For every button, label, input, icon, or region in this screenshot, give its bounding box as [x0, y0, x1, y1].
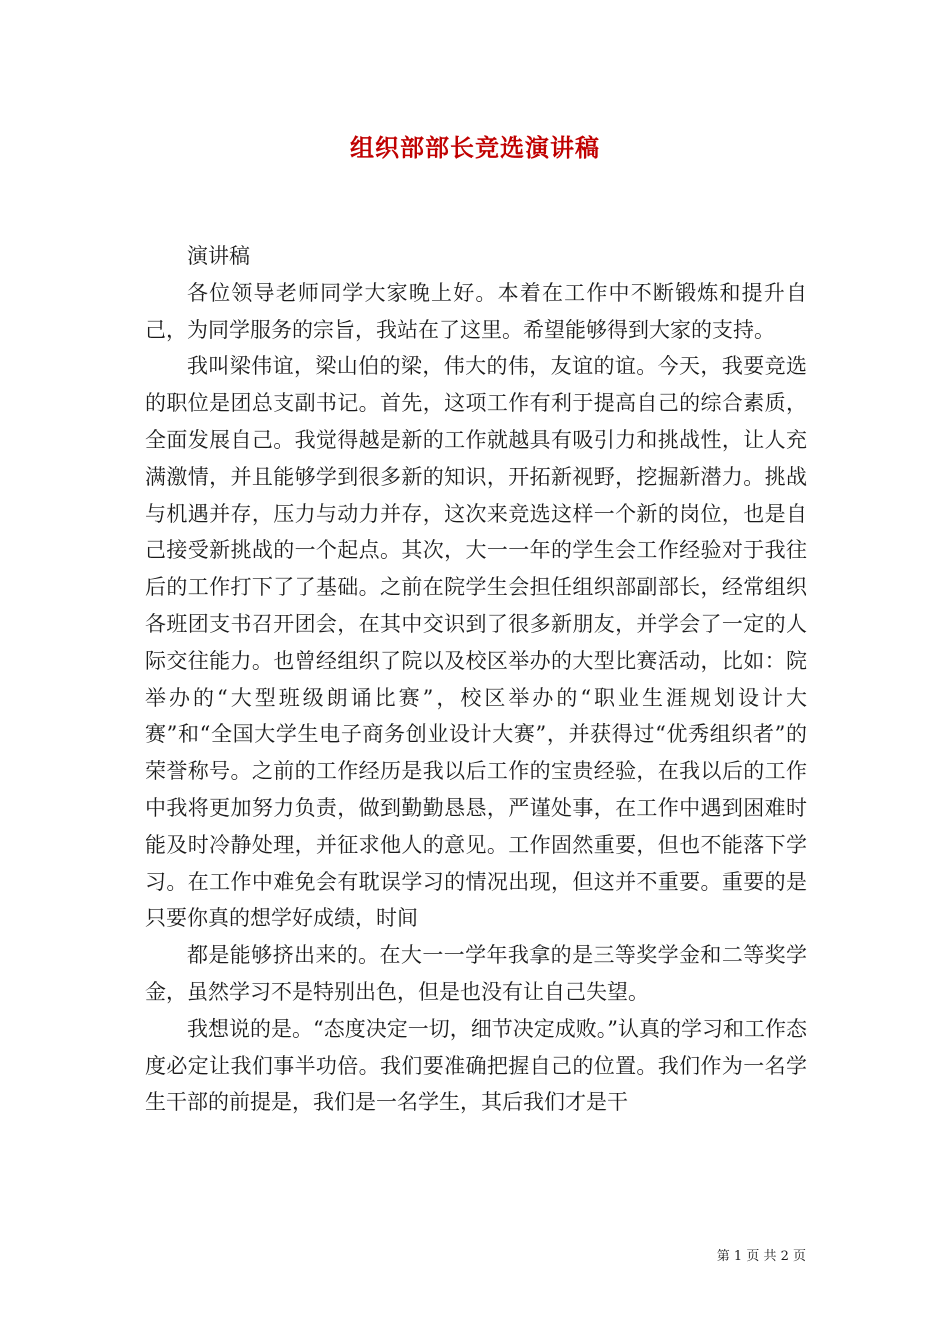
document-title: 组织部部长竞选演讲稿	[350, 133, 600, 162]
paragraph-study: 都是能够挤出来的。在大一一学年我拿的是三等奖学金和二等奖学金，虽然学习不是特别出色，但是也没有让自己失望。	[145, 943, 807, 1004]
section-heading: 演讲稿	[187, 244, 250, 268]
page-number: 第 1 页 共 2 页	[716, 1249, 806, 1264]
paragraph-attitude: 我想说的是。“态度决定一切，细节决定成败。”认真的学习和工作态度必定让我们事半功倍。我们要准确把握自己的位置。我们作为一名学生干部的前提是，我们是一名学生，其后我们才是干	[145, 1016, 807, 1115]
document-body	[145, 238, 807, 1121]
paragraph-greeting: 各位领导老师同学大家晚上好。本着在工作中不断锻炼和提升自己，为同学服务的宗旨，我站在了这里。希望能够得到大家的支持。	[145, 280, 807, 342]
paragraph-introduction: 我叫梁伟谊，梁山伯的梁，伟大的伟，友谊的谊。今天，我要竞选的职位是团总支副书记。首先，这项工作有利于提高自己的综合素质，全面发展自己。我觉得越是新的工作就越具有吸引力和挑战性，让人充满激情，并且能够学到很多新的知识，开拓新视野，挖掘新潜力。挑战与机遇并存，压力与动力并存，这次来竞选这样一个新的岗位，也是自己接受新挑战的一个起点。其次，大一一年的学生会工作经验对于我往后的工作打下了了基础。之前在院学生会担任组织部副部长，经常组织各班团支书召开团会，在其中交识到了很多新朋友，并学会了一定的人际交往能力。也曾经组织了院以及校区举办的大型比赛活动，比如：院举办的“大型班级朗诵比赛”，校区举办的“职业生涯规划设计大赛”和“全国大学生电子商务创业设计大赛”，并获得过“优秀组织者”的荣誉称号。之前的工作经历是我以后工作的宝贵经验，在我以后的工作中我将更加努力负责，做到勤勤恳恳，严谨处事，在工作中遇到困难时能及时冷静处理，并征求他人的意见。工作固然重要，但也不能落下学习。在工作中难免会有耽误学习的情况出现，但这并不重要。重要的是只要你真的想学好成绩，时间	[145, 354, 807, 931]
